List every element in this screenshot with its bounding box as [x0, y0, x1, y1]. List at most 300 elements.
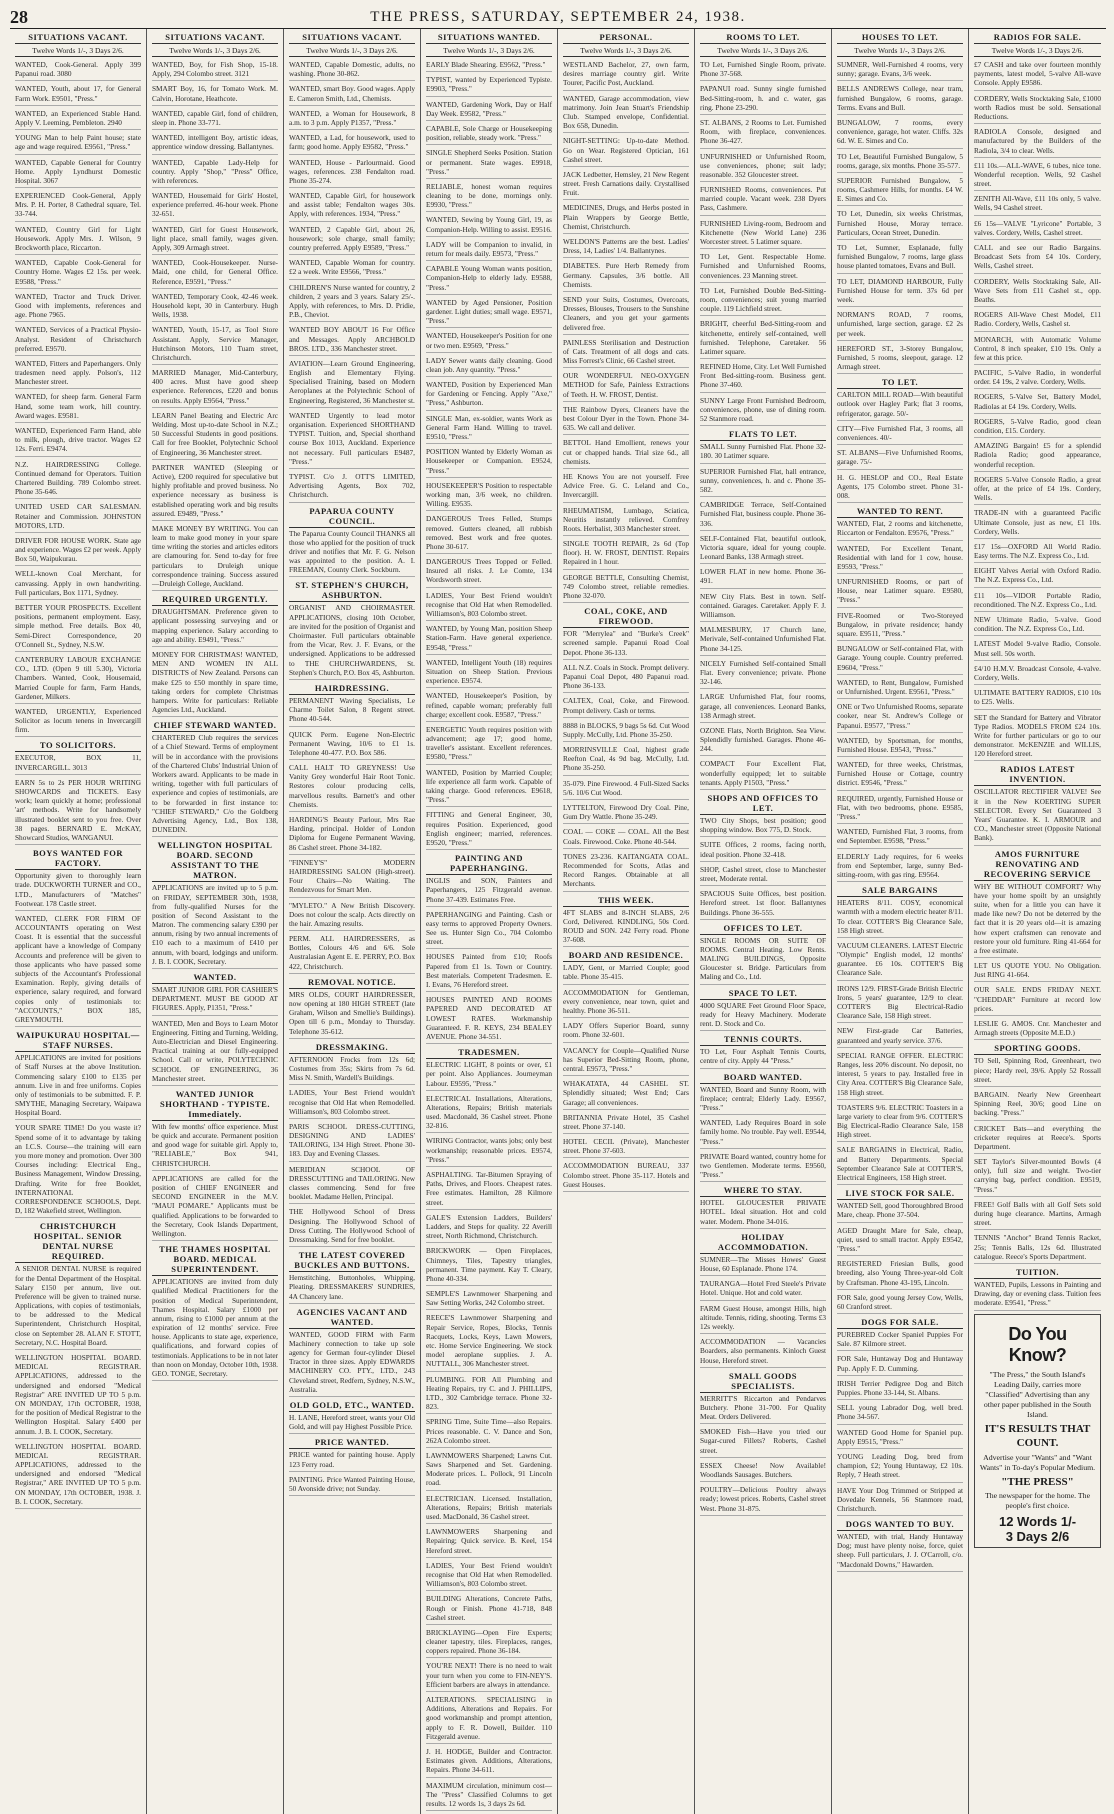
classified-ad: WANTED, Furnished Flat, 3 rooms, from end September. E9598, "Press."	[837, 827, 963, 848]
classified-ad: 4000 SQUARE Feet Ground Floor Space, ready for Heavy Machinery. Moderate rent. D. Stock and Co.	[700, 1001, 826, 1032]
classified-ad: WANTED, Intelligent Youth (18) requires Situation on Sheep Station. Previous experience. E9574.	[426, 658, 552, 689]
classified-ad: FITTING and General Engineer, 30, requires Position. Experienced, good English engineer; married, references. E9520, "Press."	[426, 810, 552, 850]
classified-ad: SINGLE Shepherd Seeks Position. Station or permanent. State wages. E9918, "Press."	[426, 148, 552, 179]
classified-ad: SPACIOUS Suite Offices, best position. Hereford street. 1st floor. Ballantynes Buildings. Phone 36-555.	[700, 889, 826, 920]
section-heading: TO SOLICITORS.	[15, 740, 141, 752]
section-heading: ST. STEPHEN'S CHURCH, ASHBURTON.	[289, 580, 415, 602]
classified-ad: UNFURNISHED Rooms, or part of House, near Latimer square. E9580, "Press."	[837, 577, 963, 608]
classified-ad: MORRINSVILLE Coal, highest grade Reefton Coal, 4s 9d bag. McCully, Ltd. Phone 35-250.	[563, 745, 689, 776]
classified-ad: HOUSES Painted from £10; Roofs Papered from £1 1s. Town or Country. Best materials. Competent Tradesmen. E. I. Evans, 76 Hereford street.	[426, 952, 552, 992]
classified-ad: LOWER FLAT in new home. Phone 36-491.	[700, 567, 826, 588]
classified-ad: DIABETES. Pure Herb Remedy from Germany. Capsules, 3/6 bottle. All Chemists.	[563, 261, 689, 292]
classified-ad: SET Taylor's Silver-mounted Bowls (4 only), full size and weight. Two-tier carrying bag, perfect condition. E9519, "Press."	[974, 1157, 1101, 1197]
classified-ad: TENNIS "Anchor" Brand Tennis Racket, 25s; Tennis Balls, 12s 6d. Illustrated catalogue. Reece's Sports Department.	[974, 1233, 1101, 1264]
classified-ad: A SENIOR DENTAL NURSE is required for the Dental Department of the Hospital. Salary £150 per annum, live out. Preference will be given to trained nurse. Applications, with copies of testimonials, to be addressed to the Medical Superintendent, Christchurch Hospital, close on September 28. ALAN F. STOTT, Secretary, N.C. Hospital Board.	[15, 1264, 141, 1350]
classified-column	[284, 29, 421, 1814]
section-heading: SPORTING GOODS.	[974, 1043, 1101, 1055]
section-heading: SMALL GOODS SPECIALISTS.	[700, 1371, 826, 1393]
classified-ad: TYPIST. C/o J. OTT'S LIMITED, Advertising Agents, Box 702, Christchurch.	[289, 472, 415, 503]
classified-ad: MERIDIAN SCHOOL OF DRESSCUTTING and TAILORING. New classes commencing. Send for free booklet. Madame Hellen, Principal.	[289, 1165, 415, 1205]
section-heading: BOARD WANTED.	[700, 1072, 826, 1084]
section-heading: AMOS FURNITURE RENOVATING AND RECOVERING SERVICE	[974, 849, 1101, 881]
classified-ad: GALE'S Extension Ladders, Builders' Ladders, and Steps for quality. 22 Averill street, North Richmond, Christchurch.	[426, 1213, 552, 1244]
classified-ad: YOU'RE NEXT! There is no need to wait your turn when you come to FIN-NEY'S. Efficient barbers are always in attendance.	[426, 1661, 552, 1692]
classified-ad: Hemstitching, Buttonholes, Whipping, Pleating. DRESSMAKERS' SUNDRIES, 4A Chancery lane.	[289, 1273, 415, 1304]
classified-ad: ELECTRIC LIGHT, 8 points or over, £1 per point. Also Appliances. Journeyman Labour. E9595, "Press."	[426, 1060, 552, 1091]
classified-ad: BUILDING Alterations, Concrete Paths, Rough or Finish. Phone 41-718, 848 Cashel street.	[426, 1594, 552, 1625]
classified-ad: SUPERIOR Furnished Bungalow, 5 rooms, Cashmere Hills, for months. £4 W. E. Simes and Co.	[837, 176, 963, 207]
section-heading: HAIRDRESSING.	[289, 683, 415, 695]
section-heading: SITUATIONS VACANT.	[15, 32, 141, 44]
classified-ad: N.Z. HAIRDRESSING College. Continued demand for Operators. Tuition Chartered Building. 789 Colombo street. Phone 35-646.	[15, 460, 141, 500]
classified-ad: LATEST Model 9-valve Radio, Console. Must sell. 50s worth.	[974, 639, 1101, 660]
classified-ad: WANTED, Youth, about 17, for General Farm Work. E9501, "Press."	[15, 84, 141, 105]
classified-ad: DANGEROUS Trees Topped or Felled. Insured all risks. J. Le Comte, 134 Wordsworth street.	[426, 557, 552, 588]
classified-ad: SINGLE TOOTH REPAIR, 2s 6d (Top floor). H. W. FROST, DENTIST. Repairs Repaired in 1 hour.	[563, 539, 689, 570]
classified-ad: SMALL Sunny Furnished Flat. Phone 32-180. 30 Latimer square.	[700, 442, 826, 463]
classified-ad: £7 CASH and take over fourteen monthly payments, latest model, 5-valve All-wave Console. Apply E9586.	[974, 60, 1101, 91]
section-heading: HOUSES TO LET.	[837, 32, 963, 44]
classified-ad: TO Let, Sumner, Esplanade, fully furnished Bungalow, 7 rooms, large glass house planted tomatoes, Evans and Bull.	[837, 243, 963, 274]
classified-ad: BRICKLAYING—Open Fire Experts; cleaner tapestry, tiles. Fireplaces, ranges, coppers repaired. Phone 36-184.	[426, 1628, 552, 1659]
classified-ad: IRISH Terrier Pedigree Dog and Bitch Puppies. Phone 33-144, St. Albans.	[837, 1379, 963, 1400]
classified-ad: MONEY FOR CHRISTMAS! WANTED, MEN AND WOMEN IN ALL DISTRICTS of New Zealand. Persons can make £25 to £50 monthly in spare time, taking orders for complete Christmas hampers. Write for particulars: Reliable Agencies Ltd., Auckland.	[152, 650, 278, 717]
classified-ad: TO Let, Gent. Respectable Home. Furnished and Unfurnished Rooms, conveniences. 23 Manning street.	[700, 252, 826, 283]
classified-ad: PRIVATE Board wanted, country home for two Gentlemen. Moderate terms. E9560, "Press."	[700, 1152, 826, 1183]
section-heading: SPACE TO LET.	[700, 988, 826, 1000]
classified-ad: WANTED, Capable Lady-Help for country. Apply "Shop," "Press" Office, with references.	[152, 158, 278, 189]
section-heading: OLD GOLD, ETC., WANTED.	[289, 1400, 415, 1410]
section-heading: PERSONAL.	[563, 32, 689, 44]
classified-ad: WANTED, Youth, 15-17, as Tool Store Assistant. Apply, Service Manager, Hutchinson Motors, 110 Tuam street, Christchurch.	[152, 325, 278, 365]
classified-ad: LADY will be Companion to invalid, in return for meals daily. E9573, "Press."	[426, 240, 552, 261]
classified-ad: WANTED, for sheep farm. General Farm Hand, some team work, hill country. Award wages. E9581.	[15, 392, 141, 423]
classified-ad: CANTERBURY LABOUR EXCHANGE CO., LTD. (Open 9 till 5.30), Victoria Chambers. Wanted, Cook, Housemaid, Married Couple for farm, Farm Hands, Gardener, Milkers.	[15, 655, 141, 704]
classified-ad: CARLTON MILL ROAD—With beautiful outlook over Hagley Park; flat 3 rooms, refrigerator, garage. 50/-	[837, 390, 963, 421]
classified-ad: CAPABLE, Sole Charge or Housekeeping position, reliable, steady work. "Press."	[426, 124, 552, 145]
rate-line: Twelve Words 1/-, 3 Days 2/6.	[700, 45, 826, 57]
classified-ad: FURNISHED Rooms, conveniences. Put married couple. Vacant week. 238 Dyers Pass, Cashmere.	[700, 185, 826, 216]
promo-days: 3 Days 2/6	[1005, 1528, 1070, 1544]
classified-ad: LADIES, Your Best Friend wouldn't recognise that Old Hat when Remodelled. Williamson's, 803 Colombo street.	[426, 1561, 552, 1592]
classified-ad: H. LANE, Hereford street, wants your Old Gold, and will pay Highest Possible Price.	[289, 1413, 415, 1434]
classified-ad: WANTED, with trial, Handy Huntaway Dog; must have plenty noise, force, quiet sheep. Full particulars, J. J. O'Carroll, c/o. "Macdonald Downs," Hawarden.	[837, 1532, 963, 1572]
classified-column	[147, 29, 284, 1814]
classified-ad: WANTED, Gardening Work, Day or Half Day Week. E9582, "Press."	[426, 100, 552, 121]
classified-ad: WANTED, URGENTLY, Experienced Solicitor as locum tenens in Invercargill firm.	[15, 707, 141, 738]
section-heading: REQUIRED URGENTLY.	[152, 594, 278, 606]
classified-ad: SHOP, Cashel street, close to Manchester street, Moderate rental.	[700, 865, 826, 886]
section-heading: SITUATIONS WANTED.	[426, 32, 552, 44]
classified-ad: LADY, Gent, or Married Couple; good table. Phone 35-415.	[563, 963, 689, 984]
classified-ad: APPLICATIONS are called for the position of CHIEF ENGINEER and SECOND ENGINEER in the M.V. "MAUI POMARE." Applicants must be qualified. Applications to be forwarded to the Secretary, Cook Islands Department, Wellington.	[152, 1174, 278, 1241]
classified-columns	[10, 29, 1106, 1808]
classified-ad: OUR SALE. ENDS FRIDAY NEXT. "CHEDDAR" Furniture at record low prices.	[974, 985, 1101, 1016]
classified-ad: REGISTERED Friesian Bulls, good breeding, also Young Three-year-old Colt by Craftsman. Phone 43-195, Lincoln.	[837, 1259, 963, 1290]
classified-ad: SEND your Suits, Costumes, Overcoats, Dresses, Blouses, Trousers to the Sunshine Cleaners, and you get your garments delivered free.	[563, 295, 689, 335]
classified-ad: DRIVER FOR HOUSE WORK. State age and experience. Wages £2 per week. Apply Box 50, Waipukurau.	[15, 536, 141, 567]
classified-ad: REQUIRED, urgently, Furnished House or Flat, with two bedrooms, phone. E9585, "Press."	[837, 794, 963, 825]
classified-ad: SUMNER, Well-Furnished 4 rooms, very sunny; garage. Evans, 3/6 week.	[837, 60, 963, 81]
classified-ad: ELDERLY Lady requires, for 6 weeks from end September, large, sunny Bed-sitting-room, with gas ring. E9564.	[837, 852, 963, 883]
classified-ad: SMOKED Fish—Have you tried our Sugar-cured Fillets? Roberts, Cashel street.	[700, 1427, 826, 1458]
classified-ad: WANTED, Housemaid for Girls' Hostel, experience preferred. 46-hour week. Phone 32-651.	[152, 191, 278, 222]
section-heading: BOYS WANTED FOR FACTORY.	[15, 848, 141, 870]
classified-ad: JACK Ledbetter, Hemsley, 21 New Regent street. Fresh Carnations daily. Crystallised Fruit.	[563, 170, 689, 201]
classified-ad: WANTED, an Experienced Stable Hand. Apply V. Leeming, Pembleton. 2940	[15, 109, 141, 130]
section-heading: ROOMS TO LET.	[700, 32, 826, 44]
classified-ad: LYTTELTON, Firewood Dry Coal. Pine, Gum Dry Wattle. Phone 35-249.	[563, 803, 689, 824]
classified-ad: LEARN Panel Beating and Electric Arc Welding. Most up-to-date School in N.Z.; 50 Successful Students in good positions. Call for free Booklet, Polytechnic School of Engineering, 36 Manchester street.	[152, 411, 278, 460]
classified-ad: APPLICATIONS are invited up to 5 p.m. on FRIDAY, SEPTEMBER 30th, 1938, from fully-qualified Nurses for the position of Second Assistant to the Matron. The commencing salary £390 per annum, rising by two annual increments of £10 each to a maximum of £410 per annum, with board, lodgings and uniform. J. B. I. COOK, Secretary.	[152, 883, 278, 969]
section-heading: RADIOS FOR SALE.	[974, 32, 1101, 44]
classified-ad: CITY—Five Furnished Flat, 3 rooms, all conveniences. 40/-	[837, 424, 963, 445]
classified-ad: WANTED, Garage accommodation, view matrimony. Join Jean Stuart's Friendship Club. Stamped envelope, Confidential. Box 658, Dunedin.	[563, 94, 689, 134]
section-heading: COAL, COKE, AND FIREWOOD.	[563, 606, 689, 628]
classified-ad: BETTOL Hand Emollient, renews your cut or chapped hands. Trial size 6d., all chemists.	[563, 438, 689, 469]
classified-ad: GEORGE BETTLE, Consulting Chemist, 749 Colombo street, reliable remedies. Phone 32-070.	[563, 573, 689, 604]
classified-ad: WESTLAND Bachelor, 27, own farm, desires marriage country girl. Write Tourer, Pacific Post, Auckland.	[563, 60, 689, 91]
classified-ad: HARDING'S Beauty Parlour, Mrs Rae Harding, principal. Holder of London Diploma for Eugene Permanent Waving, 86 Cashel street. Phone 34-182.	[289, 815, 415, 855]
classified-column	[10, 29, 147, 1814]
classified-ad: WELDON'S Patterns are the best. Ladies' Dress, 14, Ladies' 1/4. Ballantynes.	[563, 237, 689, 258]
classified-ad: WANTED, Capable General for Country Home. Apply Lyndhurst Domestic Hospital. 3067	[15, 158, 141, 189]
classified-ad: MERRITT'S Riccarton and Pendarves Butchery. Phone 31-700. For Quality Meat. Orders Delivered.	[700, 1394, 826, 1425]
newspaper-title: THE PRESS, SATURDAY, SEPTEMBER 24, 1938.	[370, 8, 746, 25]
classified-ad: WANTED, Capable Domestic, adults, no washing. Phone 30-862.	[289, 60, 415, 81]
classified-ad: ROGERS 5-Valve Console Radio, a great offer, at the price of £4 19s. Cordery, Wells.	[974, 475, 1101, 506]
classified-ad: QUICK Perm. Eugene Non-Electric Permanent Waving, 10/6 to £1 1s. Telephone 40-477. P.O. Box 586.	[289, 730, 415, 761]
section-heading: THE LATEST COVERED BUCKLES AND BUTTONS.	[289, 1250, 415, 1272]
classified-ad: £11 10s.—ALL-WAVE, 6 tubes, nice tone. Wonderful reception. Wells, 92 Cashel street.	[974, 161, 1101, 192]
classified-ad: PERM. ALL HAIRDRESSERS, as Bottles, Colours 4/6 and 6/6. Sole Australasian Agent E. E. PERRY, P.O. Box 422, Christchurch.	[289, 934, 415, 974]
classified-ad: WANTED, Tractor and Truck Driver. Good with implements, references and age. Phone 7965.	[15, 292, 141, 323]
rate-line: Twelve Words 1/-, 3 Days 2/6.	[152, 45, 278, 57]
classified-ad: WANTED, Cook-General. Apply 399 Papanui road. 3080	[15, 60, 141, 81]
classified-ad: TRADE-IN with a guaranteed Pacific Ultimate Console, just as new, £1 10s. Cordery, Wells.	[974, 508, 1101, 539]
promo-title: Do You Know?	[1008, 1323, 1067, 1365]
classified-ad: ONE or Two Unfurnished Rooms, separate cooker, near St. Andrew's College or Papanui. E9577, "Press."	[837, 702, 963, 733]
classified-ad: FOR Sale, good young Jersey Cow, Wells, 60 Cranford street.	[837, 1293, 963, 1314]
classified-ad: TOASTERS 9/6. ELECTRIC Toasters in a large variety to clear from 9/6. COTTER'S Big Electrical-Radio Clearance Sale, 158 High street.	[837, 1103, 963, 1143]
classified-ad: WELLINGTON HOSPITAL BOARD. MEDICAL REGISTRAR. APPLICATIONS, addressed to the undersigned and endorsed "Medical Registrar" ARE INVITED UP TO 5 p.m. ON MONDAY, 17th OCTOBER, 1938, for the position of Medical Registrar to the Wellington Hospital. Salary £400 per annum. J. B. I. COOK, Secretary.	[15, 1353, 141, 1439]
classified-ad: TAURANGA—Hotel Fred Steele's Private Hotel. Unique. Hot and cold water.	[700, 1279, 826, 1300]
section-heading: WANTED JUNIOR SHORTHAND - TYPISTE. Immediately.	[152, 1089, 278, 1121]
classified-ad: LESLIE G. AMOS. Cnr. Manchester and Armagh streets (Opposite M.E.D.)	[974, 1019, 1101, 1040]
classified-ad: EXECUTOR, BOX 11, INVERCARGILL. 3013	[15, 753, 141, 774]
classified-ad: TO Let, Furnished Double Bed-Sitting-room, conveniences; suit young married couple. 119 Lichfield street.	[700, 286, 826, 317]
classified-ad: LARGE Unfurnished Flat, four rooms, garage, all conveniences. Leonard Banks, 138 Armagh street.	[700, 692, 826, 723]
classified-ad: LADIES, Your Best Friend wouldn't recognise that Old Hat when Remodelled. Williamson's, 803 Colombo street.	[289, 1088, 415, 1119]
classified-ad: WANTED, Services of a Practical Physio-Analyst. Resident of Christchurch preferred. E9570.	[15, 325, 141, 356]
classified-ad: WANTED, GOOD FIRM with Farm Machinery connection to take up sole agency for German four-cylinder Diesel Tractor in three sizes. Apply EDWARDS MACHINERY CO. PTY., LTD., 243 Cleveland street, Redfern, Sydney, N.S.W., Australia.	[289, 1330, 415, 1397]
classified-ad: ENERGETIC Youth requires position with advancement; age 17; good home, traveller's assistant. Excellent references. E9580, "Press."	[426, 725, 552, 765]
classified-ad: IRONS 12/9. FIRST-Grade British Electric Irons, 5 years' guarantee, 12/9 to clear. COTTER'S Big Electrical-Radio Clearance Sale, 158 High street.	[837, 984, 963, 1024]
classified-ad: LADY Offers Superior Board, sunny room. Phone 32-601.	[563, 1021, 689, 1042]
classified-ad: FOR "Merrylea" and "Burke's Creek" screened sample. Papanui Road Coal Depot. Phone 36-133.	[563, 629, 689, 660]
classified-ad: HOTEL GLOUCESTER PRIVATE HOTEL. Ideal situation. Hot and cold water. Modern. Phone 34-016.	[700, 1198, 826, 1229]
rate-line: Twelve Words 1/-, 3 Days 2/6.	[974, 45, 1101, 57]
rate-line: Twelve Words 1/-, 3 Days 2/6.	[289, 45, 415, 57]
classified-ad: MAKE MONEY BY WRITING. You can learn to make good money in your spare time writing the stories and articles editors are clamouring for. Send to-day for free particulars to Druleigh unique correspondence training. Success assured—Druleigh College, Auckland.	[152, 524, 278, 591]
classified-ad: LADY Sewer wants daily cleaning. Good clean job. Any quantity. "Press."	[426, 356, 552, 377]
classified-ad: MEDICINES, Drugs, and Herbs posted in Plain Wrappers by George Bettle, Chemist, Christchurch.	[563, 203, 689, 234]
classified-ad: CALTEX, Coal, Coke, and Firewood. Prompt delivery. Cash or terms.	[563, 696, 689, 717]
classified-ad: "MYLETO." A New British Discovery. Does not colour the scalp. Acts directly on the hair. Amazing results.	[289, 901, 415, 932]
classified-ad: NICELY Furnished Self-contained Small Flat. Every convenience; private. Phone 32-146.	[700, 659, 826, 690]
classified-ad: POULTRY—Delicious Poultry always ready; lowest prices. Roberts, Cashel street West. Phone 31-875.	[700, 1485, 826, 1516]
classified-ad: CAMBRIDGE Terrace, Self-Contained Furnished Flat, business couple. Phone 36-336.	[700, 500, 826, 531]
classified-ad: RELIABLE, honest woman requires cleaning to be done, mornings only. E9930, "Press."	[426, 182, 552, 213]
classified-ad: WANTED, for three weeks, Christmas, Furnished House or Cottage, country district. E9546, "Press."	[837, 760, 963, 791]
rate-line: Twelve Words 1/-, 3 Days 2/6.	[563, 45, 689, 57]
classified-ad: ALTERATIONS. SPECIALISING in Additions, Alterations and Repairs. For good workmanship and prompt attention, apply to F. R. Dowell, Builder. 110 Fitzgerald avenue.	[426, 1695, 552, 1744]
classified-ad: ACCOMMODATION for Gentleman, every convenience, near town, quiet and healthy. Phone 36-511.	[563, 988, 689, 1019]
section-heading: WHERE TO STAY.	[700, 1185, 826, 1197]
promo-advertise: Advertise your "Wants" and "Want Wants" in To-day's Popular Medium.	[979, 1452, 1096, 1472]
section-heading: CHRISTCHURCH HOSPITAL. SENIOR DENTAL NURSE REQUIRED.	[15, 1221, 141, 1263]
classified-ad: £6 15s—VALVE "Lyricone" Portable, 3 valves. Cordery, Wells, Cashel street.	[974, 219, 1101, 240]
classified-ad: CALL and see our Radio Bargains. Broadcast Sets from £4 10s. Cordery, Wells, Cashel street.	[974, 243, 1101, 274]
classified-ad: ROGERS All-Wave Chest Model, £11 Radio. Cordery, Wells, Cashel st.	[974, 310, 1101, 331]
classified-ad: PACIFIC, 5-Valve Radio, in wonderful order. £4 19s, 2 valve. Cordery, Wells.	[974, 368, 1101, 389]
classified-ad: EARN 5s to 2s PER HOUR WRITING SHOWCARDS and TICKETS. Easy work; learn quickly at home; professional 'art' methods. Write for handsomely illustrated booklet sent to you free. Over 38 pages. BERNARD E. McKAY, Showcard Studios, WANGANUI.	[15, 778, 141, 845]
rate-line: Twelve Words 1/-, 3 Days 2/6.	[837, 45, 963, 57]
classified-ad: VACANCY for Couple—Qualified Nurse has Superior Bed-Sitting Room, phone, central. E9573, "Press."	[563, 1046, 689, 1077]
classified-ad: POSITION Wanted by Elderly Woman as Housekeeper or Companion. E9524, "Press."	[426, 447, 552, 478]
classified-ad: FIVE-Roomed or Two-Storeyed Bungalow, in private residence; handy square. E9511, "Press."	[837, 611, 963, 642]
classified-ad: PARTNER WANTED (Sleeping or Active), £200 required for speculative but highly profitable and proved business. No experience necessary as business is established operating work and big results assured. E9489, "Press."	[152, 463, 278, 521]
classified-ad: NEW First-grade Car Batteries, guaranteed and yearly service. 37/6.	[837, 1026, 963, 1047]
classified-ad: 4FT SLABS and 8-INCH SLABS, 2/6 Cord, Delivered. KINDLING, 50s Cord. ROUD and SON. 242 Ferry road. Phone 37-608.	[563, 908, 689, 948]
section-heading: DOGS FOR SALE.	[837, 1317, 963, 1329]
classified-ad: CHARTERED Club requires the services of a Chief Steward. Terms of employment will be in accordance with the provisions of the Chartered Clubs' Industrial Union of Workers award. Applicants to be made in writing, together with full particulars of experience and copies of testimonials, are to be forwarded in first instance to: "CHIEF STEWARD," C/o the Goldberg Advertising Agency, Ltd., Box 138, DUNEDIN.	[152, 733, 278, 837]
classified-ad: WANTED, Board and Sunny Room, with fireplace; central; Elderly Lady. E9567, "Press."	[700, 1085, 826, 1116]
classified-ad: WANTED, by Young Man, position Sheep Station-Farm. Have general experience. E9548, "Press."	[426, 624, 552, 655]
classified-ad: WANTED, 2 Capable Girl, about 26, housework; sole charge, small family; country preferred. Apply E9589, "Press."	[289, 225, 415, 256]
classified-ad: ALL N.Z. Coals in Stock. Prompt delivery. Papanui Coal Depot, 480 Papanui road. Phone 36-133.	[563, 663, 689, 694]
classified-ad: UNITED USED CAR SALESMAN. Retainer and Commission. JOHNSTON MOTORS, LTD.	[15, 502, 141, 533]
classified-ad: SMART JUNIOR GIRL FOR CASHIER'S DEPARTMENT. MUST BE GOOD AT FIGURES. Apply, P1351, "Press."	[152, 985, 278, 1016]
classified-ad: ACCOMMODATION — Vacancies Boarders, also permanents. Kinloch Guest House, Hereford street.	[700, 1337, 826, 1368]
classified-ad: WANTED, Fitters and Paperhangers. Only tradesmen need apply. Polson's, 112 Manchester street.	[15, 359, 141, 390]
classified-ad: PARIS SCHOOL DRESS-CUTTING, DESIGNING AND LADIES' TAILORING, 134 High Street. Phone 30-183. Day and Evening Classes.	[289, 1122, 415, 1162]
classified-ad: SUITE Offices, 2 rooms, facing north, ideal position. Phone 32-418.	[700, 840, 826, 861]
classified-ad: 8888 in BLOCKS, 9 bags 5s 6d. Cut Wood Supply. McCully, Ltd. Phone 35-250.	[563, 721, 689, 742]
classified-ad: SET the Standard for Battery and Vibrator Type Radios. MODELS FROM £24 10s. Write for further particulars or go to our demonstrator. McKENZIE and WILLIS, 120 Hereford street.	[974, 713, 1101, 762]
classified-ad: PAINTING. Price Wanted Painting House, 50 Avonside drive; not Sunday.	[289, 1475, 415, 1496]
classified-ad: WANTED, Cook-Housekeeper. Nurse-Maid, one child, for General Office. Reference, E9591, "Press."	[152, 258, 278, 289]
classified-column	[832, 29, 969, 1814]
classified-ad: WANTED, Men and Boys to Learn Motor Engineering. Fitting and Turning, Welding, Auto-Electrician and Diesel Engineering. Practical training at our fully-equipped School. Call or write, POLYTECHNIC SCHOOL OF ENGINEERING, 36 Manchester street.	[152, 1019, 278, 1086]
classified-ad: AFTERNOON Frocks from 12s 6d; Costumes from 35s; Skirts from 7s 6d. Miss N. Smith, Wardell's Buildings.	[289, 1055, 415, 1086]
classified-ad: TO Let, Four Asphalt Tennis Courts, centre of city. Apply 44 "Press."	[700, 1047, 826, 1068]
classified-column	[421, 29, 558, 1814]
promo-words: 12 Words 1/-	[998, 1513, 1077, 1529]
promo-box	[974, 1314, 1101, 1548]
classified-ad: WANTED, Sewing by Young Girl, 19, as Companion-Help. Willing to assist. E9516.	[426, 215, 552, 236]
classified-ad: ROGERS, 5-Valve Set, Battery Model, Radiolas at £4 19s. Cordery, Wells.	[974, 392, 1101, 413]
promo-brand: "THE PRESS"	[1001, 1475, 1074, 1488]
classified-ad: CORDERY, Wells Stocktaking Sale, £1000 worth Radios must be sold. Sensational Reductions.	[974, 94, 1101, 125]
section-heading: DRESSMAKING.	[289, 1042, 415, 1054]
classified-ad: COAL — COKE — COAL. All the Best Coals. Firewood. Coke. Phone 40-544.	[563, 827, 689, 848]
section-heading: CHIEF STEWARD WANTED.	[153, 720, 277, 731]
classified-ad: WANTED, Flat, 2 rooms and kitchenette, Riccarton or Fendalton. E9576, "Press."	[837, 519, 963, 540]
classified-ad: WANTED, a Lad, for housework, used to farm; good home. Apply E9582, "Press."	[289, 133, 415, 154]
classified-ad: SELL young Labrador Dog, well bred. Phone 34-567.	[837, 1403, 963, 1424]
classified-ad: YOUR SPARE TIME! Do you waste it? Spend some of it to advantage by taking an I.C.S. Course—the training will earn you more money and promotion. Over 300 Courses including: Electrical Eng., Business Management, Window Dressing, Drafting. Write for free Booklet, INTERNATIONAL CORRESPONDENCE SCHOOLS, Dept. D, 182 Wakefield street, Wellington.	[15, 1123, 141, 1218]
classified-ad: PUREBRED Cocker Spaniel Puppies For Sale. 87 Kilmore street.	[837, 1330, 963, 1351]
classified-column	[558, 29, 695, 1814]
page-number: 28	[10, 6, 28, 27]
classified-ad: WELLINGTON HOSPITAL BOARD. MEDICAL REGISTRAR. APPLICATIONS, addressed to the undersigned and endorsed "Medical Registrar," ARE INVITED UP TO 5 p.m. ON MONDAY, 17th OCTOBER, 1938. J. B. I. COOK, Secretary.	[15, 1442, 141, 1509]
section-heading: WELLINGTON HOSPITAL BOARD. SECOND ASSISTANT TO THE MATRON.	[152, 840, 278, 882]
classified-ad: NEW City Flats. Best in town. Self-contained. Garages. Caretaker. Apply F. J. Williamson.	[700, 592, 826, 623]
classified-ad: SEMPLE'S Lawnmower Sharpening and Saw Setting Works, 242 Colombo street.	[426, 1289, 552, 1310]
classified-ad: WANTED, Girl for Guest Housework, light place, small family, wages given. Apply, 309 Armagh street.	[152, 225, 278, 256]
section-heading: FLATS TO LET.	[700, 429, 826, 441]
classified-ad: PERMANENT Waving Specialists, Le Charme Toilet Salon, 8 Regent street. Phone 40-544.	[289, 696, 415, 727]
classified-ad: BETTER YOUR PROSPECTS. Excellent positions, permanent employment. Easy, simple method. Free details. Box 40, Semi-Direct Correspondence, 20 O'Connell St., Sydney, N.S.W.	[15, 603, 141, 652]
classified-ad: INGLIS and SON, Painters and Paperhangers, 125 Fitzgerald avenue. Phone 37-439. Estimates Free.	[426, 876, 552, 907]
classified-ad: ST. ALBANS—Five Unfurnished Rooms, garage. 75/-	[837, 448, 963, 469]
rate-line: Twelve Words 1/-, 3 Days 2/6.	[426, 45, 552, 57]
classified-ad: WANTED, CLERK FOR FIRM OF ACCOUNTANTS operating on West Coast. It is essential that the successful applicant have a knowledge of Company Accounts and preference will be given to those applicants who have passed some subjects of the Accountant's Professional Examination. Reply, giving details of experience, salary required, and forward copies only of testimonials to: "ACCOUNTS," BOX 185, GREYMOUTH.	[15, 914, 141, 1027]
classified-ad: SUMNER—The Misses Howes' Guest House, 60 Esplanade. Phone 174.	[700, 1255, 826, 1276]
classified-ad: MARRIED Manager, Mid-Canterbury, 400 acres. Must have good sheep experience. References, £220 and bonus on results. Apply E9564, "Press."	[152, 368, 278, 408]
section-heading: PAPARUA COUNTY COUNCIL.	[289, 506, 415, 528]
classified-ad: UNFURNISHED or Unfurnished Room, use conveniences, phone; suit lady; reasonable. 352 Gloucester street.	[700, 152, 826, 183]
classified-ad: HAVE Your Dog Trimmed or Stripped at Dovedale Kennels, 56 Stanmore road, Christchurch.	[837, 1486, 963, 1517]
section-heading: AGENCIES VACANT AND WANTED.	[289, 1307, 415, 1329]
classified-ad: WANTED, a Woman for Housework, 8 a.m. to 3 p.m. Apply P1357, "Press."	[289, 109, 415, 130]
section-heading: THIS WEEK.	[563, 895, 689, 907]
classified-ad: BARGAIN. Nearly New Greenheart Spinning Reel, 30/6; good Line on backing. "Press."	[974, 1090, 1101, 1121]
section-heading: WANTED.	[152, 972, 278, 984]
classified-ad: WANTED BOY ABOUT 16 For Office and Messages. Apply ARCHBOLD BROS. LTD., 336 Manchester street.	[289, 325, 415, 356]
classified-ad: ESSEX Cheese! Now Available! Woodlands Sausages. Butchers.	[700, 1461, 826, 1482]
classified-ad: ACCOMMODATION BUREAU, 337 Colombo street. Phone 35-117. Hotels and Guest Houses.	[563, 1161, 689, 1192]
classified-ad: WANTED, For Excellent Tenant, Residential with land for 1 cow, house. E9593, "Press."	[837, 544, 963, 575]
classified-ad: RADIOLA Console, designed and manufactured by the Builders of the Radiola, 3/4 to clear. Wells.	[974, 127, 1101, 158]
classified-ad: TO Sell, Spinning Rod, Greenheart, two piece; Hardy reel, 39/6. Apply 52 Rossall street.	[974, 1056, 1101, 1087]
classified-column	[695, 29, 832, 1814]
classified-ad: ELECTRICIAN. Licensed. Installation, Alterations, Repairs; British materials used. MacDonald, 36 Cashel street.	[426, 1494, 552, 1525]
section-heading: PAINTING AND PAPERHANGING.	[426, 853, 552, 875]
section-heading: HOLIDAY ACCOMMODATION.	[700, 1232, 826, 1254]
classified-ad: HOUSES PAINTED AND ROOMS PAPERED AND DECORATED AT LOWEST RATES. Workmanship Guaranteed. F. R. KEYS, 234 BEALEY AVENUE. Phone 34-551.	[426, 995, 552, 1044]
classified-ad: HEREFORD ST., 3-Storey Bungalow, Furnished, 5 rooms, sleepout, garage. 12 Armagh street.	[837, 344, 963, 375]
classified-ad: ASPHALTING. Tar-Bitumen Spraying of Paths, Drives, and Floors. Cheapest rates. Free estimates. Hamilton, 28 Kilmore street.	[426, 1170, 552, 1210]
section-heading: OFFICES TO LET.	[700, 923, 826, 935]
classified-ad: CRICKET Bats—and everything the cricketer requires at Reece's. Sports Department.	[974, 1124, 1101, 1155]
classified-ad: DRAUGHTSMAN. Preference given to applicant possessing surveying and or mapping experience. Salary according to age and ability. E9491, "Press."	[152, 607, 278, 647]
classified-ad: WANTED Good Home for Spaniel pup. Apply E9515, "Press."	[837, 1428, 963, 1449]
classified-ad: TO LET, DIAMOND HARBOUR, Fully Furnished House for term. 37s 6d per week.	[837, 277, 963, 308]
classified-column	[969, 29, 1106, 1814]
section-heading: THE THAMES HOSPITAL BOARD. MEDICAL SUPERINTENDENT.	[152, 1244, 278, 1276]
section-heading: TRADESMEN.	[426, 1047, 552, 1059]
classified-ad: NEW Ultimate Radio, 5-valve. Good condition. The N.Z. Express Co., Ltd.	[974, 615, 1101, 636]
classified-ad: EARLY Blade Shearing. E9562, "Press."	[426, 60, 552, 72]
classified-ad: BRITANNIA Private Hotel, 35 Cashel street. Phone 37-140.	[563, 1113, 689, 1134]
classified-ad: SPRING Time, Suite Time—also Repairs. Prices reasonable. C. V. Dance and Son, 262A Colombo street.	[426, 1417, 552, 1448]
classified-ad: PAINLESS Sterilisation and Destruction of Cats. Treatment of all dogs and cats. Miss Forrest's Clinic, 66 Cashel street.	[563, 338, 689, 369]
section-heading: SITUATIONS VACANT.	[289, 32, 415, 44]
classified-ad: WANTED Sell, good Thoroughbred Brood Mare, cheap. Phone 37-504.	[837, 1201, 963, 1222]
classified-ad: BELLS ANDREWS College, near tram, furnished Bungalow, 6 rooms, garage. Terms. Evans and Bull.	[837, 84, 963, 115]
classified-ad: WANTED Urgently to lead motor organisation. Experienced SHORTHAND TYPIST. Tuition, and, Special shorthand course Box 1013, Auckland. Experience not necessary. Full particulars E9487, "Press."	[289, 411, 415, 469]
classified-ad: CALL HALT TO GREYNESS! Use Vanity Grey wonderful Hair Root Tonic. Restores colour producing cells, marvellous results. Barnett's and other Chemists.	[289, 763, 415, 812]
classified-ad: SINGLE ROOMS OR SUITE OF ROOMS. Central Heating. Low Rents. MALING BUILDINGS, Opposite Gloucester st. Bridge. Particulars from Maling and Co., Ltd.	[700, 936, 826, 985]
section-heading: PRICE WANTED.	[289, 1437, 415, 1449]
classified-ad: YOUNG Man to help Paint house; state age and wage required. E9561, "Press."	[15, 133, 141, 154]
classified-ad: FREE! Golf Balls with all Golf Sets sold during huge clearance. Martins, Armagh street.	[974, 1200, 1101, 1231]
classified-ad: WANTED, intelligent Boy, artistic ideas, apprentice window dressing. Ballantynes.	[152, 133, 278, 154]
classified-ad: TO Let, Dunedin, six weeks Christmas, Furnished House, Moray terrace. Particulars, Ocean Street, Dunedin.	[837, 209, 963, 240]
section-heading: SITUATIONS VACANT.	[152, 32, 278, 44]
classified-ad: SELF-Contained Flat, beautiful outlook, Victoria square, ideal for young couple. Leonard Banks, 138 Armagh street.	[700, 534, 826, 565]
classified-ad: FURNISHED Living-room, Bedroom and Kitchenette (New World Lane) 236 Worcester street. 5 Latimer square.	[700, 219, 826, 250]
classified-ad: WANTED, House - Parlourmaid. Good wages, references. 238 Fendalton road. Phone 35-274.	[289, 158, 415, 189]
classified-ad: MONARCH, with Automatic Volume Control, 8 inch speaker, £10 19s. Only a few at this price.	[974, 335, 1101, 366]
classified-ad: WANTED, smart Boy. Good wages. Apply E. Cameron Smith, Ltd., Chemists.	[289, 84, 415, 105]
section-heading: RADIOS LATEST INVENTION.	[974, 764, 1101, 786]
classified-ad: WANTED, Position by Experienced Man for Gardening or Fencing. Apply "Axe," "Press," Ashburton.	[426, 380, 552, 411]
classified-ad: THE Hollywood School of Dress Designing. The Hollywood School of Dress Cutting. The Hollywood School of Dressmaking. Send for free booklet.	[289, 1207, 415, 1247]
classified-ad: H. G. HESLOP and CO., Real Estate Agents, 175 Colombo street. Phone 31-008.	[837, 473, 963, 504]
classified-ad: "FINNEY'S" MODERN HAIRDRESSING SALON (High-street). Four Chairs—No Waiting. The Rendezvous for Smart Men.	[289, 858, 415, 898]
classified-ad: REECE'S Lawnmower Sharpening and Repair Service, Ropes, Blocks, Tennis Racquets, Locks, Keys, Lawn Mowers, etc. Home Service Engineering. We stock model aeroplane supplies. J. A. NUTTALL, 306 Manchester street.	[426, 1313, 552, 1371]
classified-ad: NIGHT-SETTING: Up-to-date Method. Go on Wear. Registered Optician, 161 Cashel street.	[563, 136, 689, 167]
classified-ad: WHAKATATA, 44 CASHEL ST. Splendidly situated; West End; Cars Garage; all conveniences.	[563, 1079, 689, 1110]
classified-ad: MALMESBURY, 17 Church lane, Merivale, Self-contained Unfurnished Flat. Phone 34-125.	[700, 625, 826, 656]
classified-ad: SINGLE Man, ex-soldier, wants Work as General Farm Hand. Willing to travel. E9510, "Press."	[426, 414, 552, 445]
classified-ad: RHEUMATISM, Lumbago, Sciatica, Neuritis instantly relieved. Comfrey Roots. Herbalist, 303 Manchester street.	[563, 506, 689, 537]
classified-ad: J. H. HODGE, Builder and Contractor. Estimates given. Additions, Alterations, Repairs. Phone 34-611.	[426, 1747, 552, 1778]
section-heading: REMOVAL NOTICE.	[289, 977, 415, 989]
classified-ad: TWO City Shops, best position; good shopping window. Box 775, D. Stock.	[700, 816, 826, 837]
classified-ad: PRICE wanted for painting house. Apply 123 Ferry road.	[289, 1450, 415, 1471]
section-heading: SHOPS AND OFFICES TO LET.	[700, 793, 826, 815]
classified-ad: WIRING Contractor, wants jobs; only best workmanship; reasonable prices. E9574, "Press."	[426, 1136, 552, 1167]
classified-ad: WANTED, Experienced Farm Hand, able to milk, plough, drive tractor. Wages £2 12s. Ferri. E9474.	[15, 426, 141, 457]
classified-ad: SUPERIOR Furnished Flat, hall entrance, sunny, conveniences, h. and c. Phone 35-582.	[700, 467, 826, 498]
classified-ad: The Paparua County Council THANKS all those who applied for the position of truck driver and notifies that Mr. F. G. Nelson was appointed to the position. A. I. FREEMAN, County Clerk. Sockburn.	[289, 529, 415, 578]
classified-ad: With few months' office experience. Must be quick and accurate. Permanent position and good wage for suitable girl. Apply to, "RELIABLE," Box 941, CHRISTCHURCH.	[152, 1122, 278, 1171]
classified-ad: WANTED, Capable Girl, for housework and assist table; Fendalton wages 30s. Apply, with references. 1934, "Press."	[289, 191, 415, 222]
classified-ad: WHY BE WITHOUT COMFORT? Why have your home spoilt by an unsightly suite, when for a little you can have it made like new? Do not be deterred by the fact that it is 20 years old—it is amazing how expert craftsmen can renovate and restore your old furniture. Ring 41-664 for a free estimate.	[974, 882, 1101, 959]
classified-ad: ELECTRICAL Installations, Alterations, Alterations, Repairs; British materials used. Macdonald, 36 Cashel street. Phone 32-816.	[426, 1094, 552, 1134]
classified-ad: BRICKWORK — Open Fireplaces, Chimneys, Tiles, Tapestry triangles, permanent. Time payment. Kay T. Cleary, Phone 40-334.	[426, 1246, 552, 1286]
classified-ad: DANGEROUS Trees Felled, Stumps removed. Gutters cleaned, all rubbish removed. Best work and free quotes. Phone 30-617.	[426, 514, 552, 554]
section-heading: LIVE STOCK FOR SALE.	[837, 1188, 963, 1200]
classified-ad: MAXIMUM circulation, minimum cost—The "Press" Classified Columns to get results. 12 words 1s, 3 days 2s 6d.	[426, 1781, 552, 1812]
classified-ad: ST. ALBANS, 2 Rooms to Let. Furnished Room, with fireplace, conveniences. Phone 36-427.	[700, 118, 826, 149]
classified-ad: AMAZING Bargain! £5 for a splendid Radiola Radio; good appearance, wonderful reception.	[974, 441, 1101, 472]
classified-ad: TONES 23-236. KAITANGATA COAL. Recommended for Scotts, Atlas and Record Ranges. Obtainable at all Merchants.	[563, 852, 689, 892]
classified-ad: WANTED, Capable Woman for country. £2 a week. Write E9566, "Press."	[289, 258, 415, 279]
classified-ad: OSCILLATOR RECTIFIER VALVE! See it in the New KOERTING SUPER SELECTOR. Every Set Guaranteed 3 Years' Guarantee. K. I. ARMOUR and CO., Manchester street (Opposite National Bank).	[974, 787, 1101, 845]
classified-ad: FARM Guest House, amongst Hills, high altitude. Tennis, riding, shooting. Terms £3 12s weekly.	[700, 1304, 826, 1335]
classified-ad: WANTED, Housekeeper's Position, by refined, capable woman; preferably full charge; excellent cook. E9587, "Press."	[426, 691, 552, 722]
classified-ad: HEATERS 8/11. COSY, economical warmth with a modern electric heater 8/11. To clear. COTTER'S Big Clearance Sale, 158 High street.	[837, 898, 963, 938]
rate-line: Twelve Words 1/-, 3 Days 2/6.	[15, 45, 141, 57]
classified-ad: PAPANUI road. Sunny single furnished Bed-Sitting-room, h. and c. water, gas ring. Phone 23-290.	[700, 84, 826, 115]
section-heading: SALE BARGAINS	[837, 885, 963, 897]
classified-ad: APPLICATIONS are invited for positions of Staff Nurses at the above Institution. Commencing salary £100 to £135 per annum. Live in and free uniforms. Copies only of testimonials to be submitted. F. P. SMYTHE, Managing Secretary, Waipawa Hospital Board.	[15, 1053, 141, 1120]
